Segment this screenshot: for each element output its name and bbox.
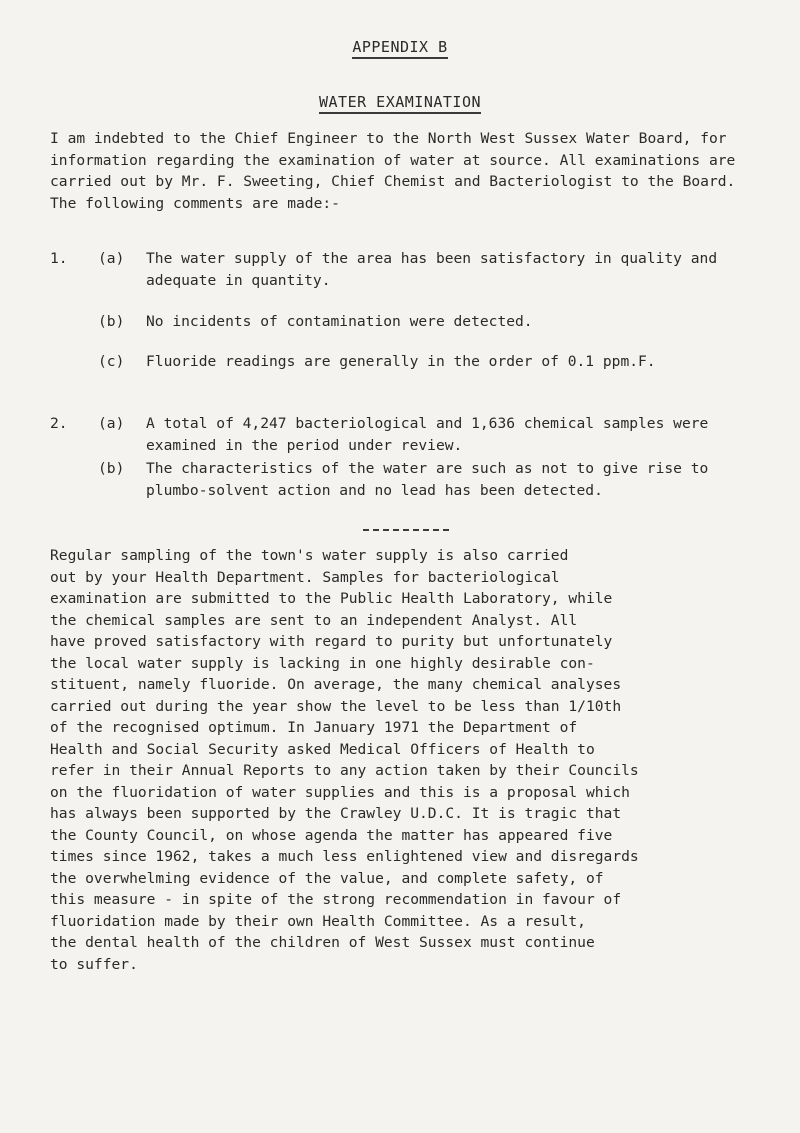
appendix-heading bbox=[0, 38, 800, 59]
appendix-label: APPENDIX B bbox=[352, 38, 447, 59]
intro-paragraph: I am indebted to the Chief Engineer to the North West Sussex Water Board, for information regarding the examination of water at source. All examinations are carried out by Mr. F. Sweeting, Chief Chemist and Bacteriologist to the Board. The following comments are made:- bbox=[50, 130, 736, 212]
item-label: (b) bbox=[98, 313, 125, 330]
item-text: The water supply of the area has been satisfactory in quality and adequate in quantity. bbox=[146, 250, 718, 289]
item-number: 2. bbox=[50, 415, 68, 432]
body-paragraph: Regular sampling of the town's water supply is also carried out by your Health Department. Samples for bacteriological examination are submitted to the Public Health Laboratory, while the chemical samples are sent to an independent Analyst. All have proved satisfactory with regard to purity but unfortunately the local water supply is lacking in one highly desirable con- stituent, namely fluoride. On average, the many chemical analyses carried out during the year show the level to be less than 1/10th of the recognised optimum. In January 1971 the Department of Health and Social Security asked Medical Officers of Health to refer in their Annual Reports to any action taken by their Councils on the fluoridation of water supplies and this is a proposal which has always been supported by the Crawley U.D.C. It is tragic that the County Council, on whose agenda the matter has appeared five times since 1962, takes a much less enlightened view and disregards the overwhelming evidence of the value, and complete safety, of this measure - in spite of the strong recommendation in favour of fluoridation made by their own Health Committee. As a result, the dental health of the children of West Sussex must continue to suffer. bbox=[50, 547, 639, 973]
item-label: (b) bbox=[98, 460, 125, 477]
section-divider bbox=[363, 529, 449, 531]
item-text: No incidents of contamination were detected. bbox=[146, 313, 533, 330]
item-label: (a) bbox=[98, 250, 125, 267]
page-title: WATER EXAMINATION bbox=[319, 93, 481, 114]
item-label: (c) bbox=[98, 353, 125, 370]
item-number: 1. bbox=[50, 250, 68, 267]
item-label: (a) bbox=[98, 415, 125, 432]
item-text: The characteristics of the water are such as not to give rise to plumbo-solvent action and no lead has been detected. bbox=[146, 460, 709, 499]
page-title-container bbox=[0, 93, 800, 114]
item-text: A total of 4,247 bacteriological and 1,636 chemical samples were examined in the period under review. bbox=[146, 415, 709, 454]
item-text: Fluoride readings are generally in the order of 0.1 ppm.F. bbox=[146, 353, 656, 370]
